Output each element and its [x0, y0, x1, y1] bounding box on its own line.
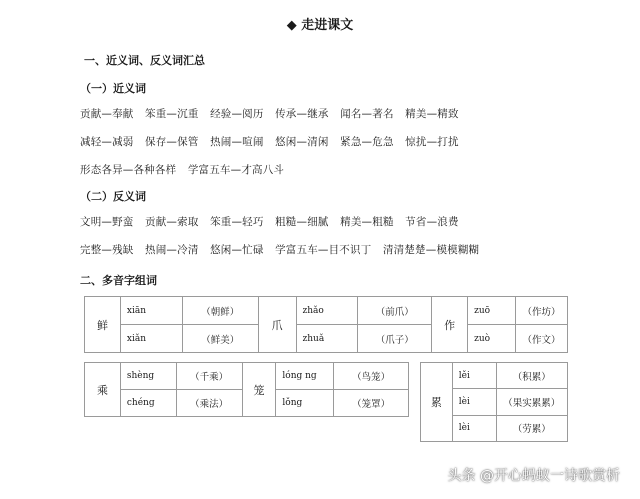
synonyms-line-2: 减轻—减弱 保存—保管 热闹—喧闹 悠闲—清闲 紧急—危急 惊扰—打扰: [80, 136, 459, 148]
pinyin: zuò: [468, 325, 516, 353]
word: （朝鲜）: [182, 297, 258, 325]
char-xian: 鲜: [85, 297, 121, 353]
char-zuo: 作: [432, 297, 468, 353]
polyphonic-table-1: [84, 296, 568, 353]
pinyin: xiǎn: [120, 325, 182, 353]
pinyin: shèng: [120, 363, 176, 390]
pinyin: lěi: [452, 363, 496, 389]
pinyin: lèi: [452, 389, 496, 415]
pinyin: lǒng: [276, 390, 334, 417]
synonyms-line-1: 贡献—奉献 笨重—沉重 经验—阅历 传承—继承 闻名—著名 精美—精致: [80, 108, 459, 120]
word: （鸟笼）: [334, 363, 409, 390]
word: （果实累累）: [496, 389, 567, 415]
word: （鲜美）: [182, 325, 258, 353]
antonyms-heading: （二）反义词: [80, 190, 146, 203]
synonyms-line-3: 形态各异—各种各样 学富五车—才高八斗: [80, 164, 285, 176]
pinyin: xiān: [120, 297, 182, 325]
antonyms-line-1: 文明—野蛮 贡献—索取 笨重—轻巧 粗糙—细腻 精美—粗糙 节省—浪费: [80, 216, 459, 228]
word: （作文）: [516, 325, 568, 353]
polyphonic-table-2: [84, 362, 409, 417]
word: （作坊）: [516, 297, 568, 325]
page-title: ◆ 走进课文: [286, 18, 354, 33]
antonyms-line-2: 完整—残缺 热闹—冷清 悠闲—忙碌 学富五车—目不识丁 清清楚楚—模模糊糊: [80, 244, 480, 256]
synonyms-heading: （一）近义词: [80, 82, 146, 95]
polyphonic-table-3: [420, 362, 568, 442]
word: （爪子）: [358, 325, 432, 353]
watermark: 头条 @开心蚂蚁一诗歌赏析: [447, 468, 620, 484]
pinyin: zhuǎ: [296, 325, 358, 353]
section-heading-synonyms-antonyms: 一、近义词、反义词汇总: [84, 54, 205, 67]
pinyin: zhǎo: [296, 297, 358, 325]
pinyin: zuō: [468, 297, 516, 325]
word: （前爪）: [358, 297, 432, 325]
char-zhua: 爪: [258, 297, 296, 353]
section-heading-polyphonic: 二、多音字组词: [80, 274, 157, 287]
pinyin: lóng ng: [276, 363, 334, 390]
char-cheng: 乘: [85, 363, 121, 417]
char-lei: 累: [421, 363, 453, 442]
word: （笼罩）: [334, 390, 409, 417]
word: （千乘）: [176, 363, 242, 390]
pinyin: chéng: [120, 390, 176, 417]
pinyin: lèi: [452, 415, 496, 441]
word: （劳累）: [496, 415, 567, 441]
word: （乘法）: [176, 390, 242, 417]
char-long: 笼: [242, 363, 276, 417]
word: （积累）: [496, 363, 567, 389]
